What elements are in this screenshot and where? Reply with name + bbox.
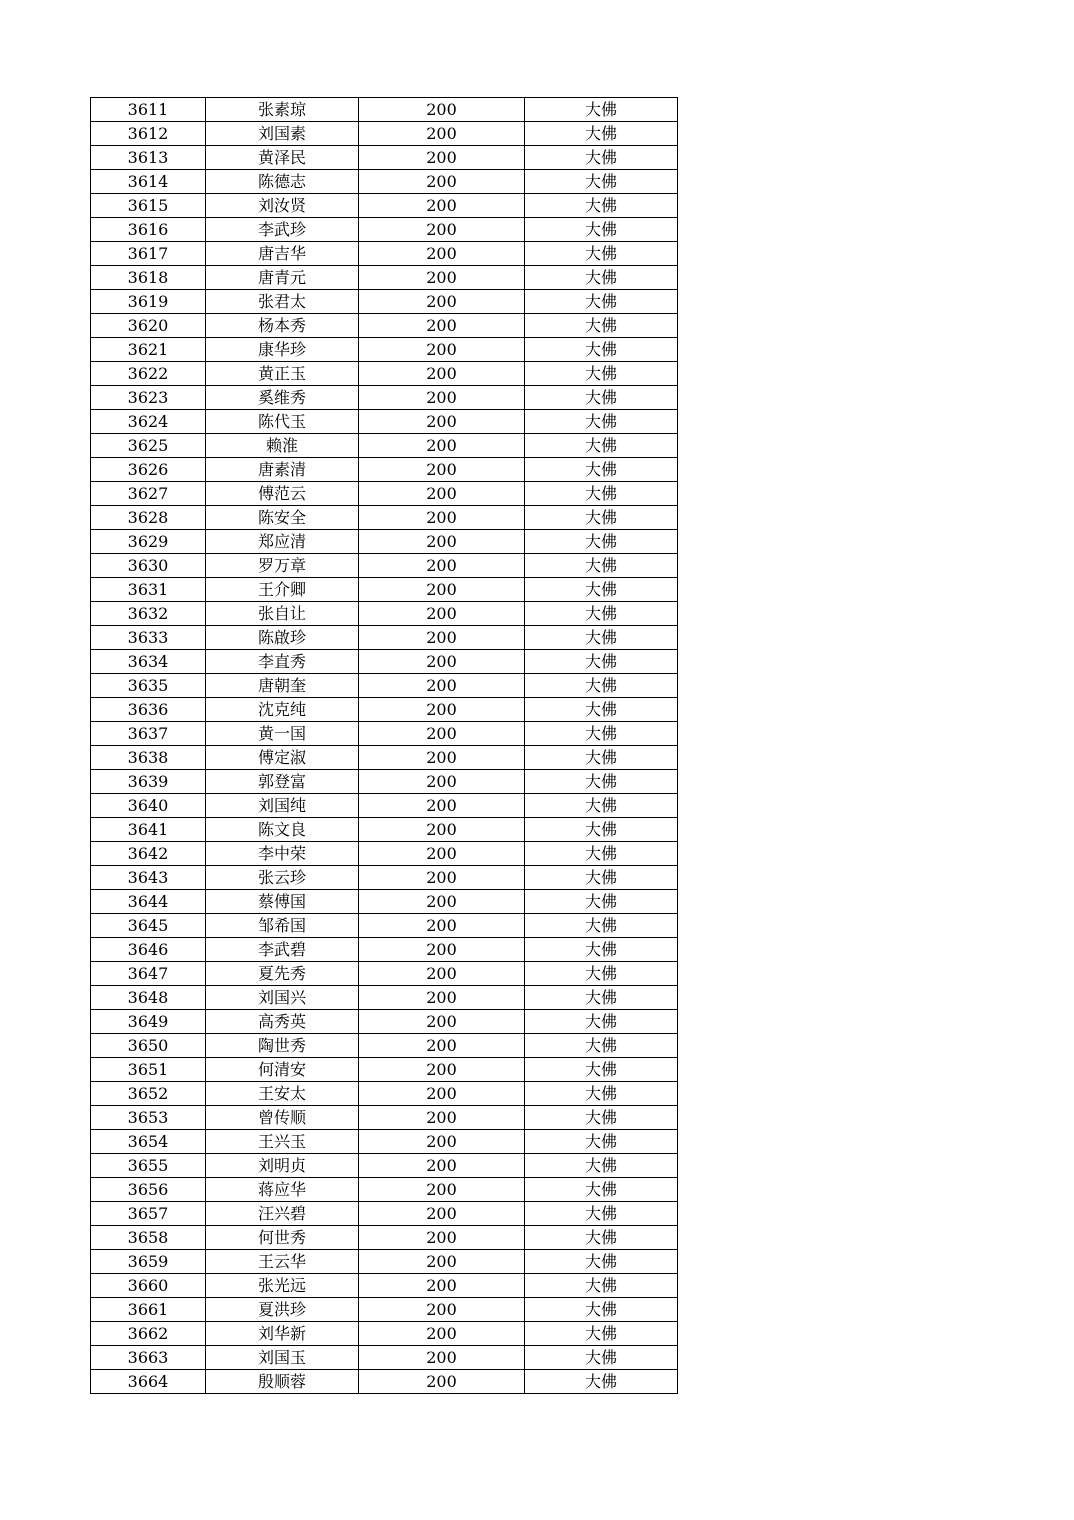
cell-name: 刘汝贤 bbox=[206, 194, 359, 218]
cell-amount: 200 bbox=[359, 1250, 525, 1274]
table-row bbox=[91, 482, 678, 506]
cell-name: 唐素清 bbox=[206, 458, 359, 482]
cell-place: 大佛 bbox=[525, 746, 678, 770]
cell-id: 3638 bbox=[91, 746, 206, 770]
cell-place: 大佛 bbox=[525, 1010, 678, 1034]
cell-place: 大佛 bbox=[525, 1370, 678, 1394]
cell-amount: 200 bbox=[359, 1202, 525, 1226]
cell-amount: 200 bbox=[359, 194, 525, 218]
table-row bbox=[91, 506, 678, 530]
cell-amount: 200 bbox=[359, 1370, 525, 1394]
table-row bbox=[91, 1346, 678, 1370]
table-row bbox=[91, 1298, 678, 1322]
cell-place: 大佛 bbox=[525, 1298, 678, 1322]
table-row bbox=[91, 122, 678, 146]
cell-name: 何清安 bbox=[206, 1058, 359, 1082]
cell-amount: 200 bbox=[359, 698, 525, 722]
table-row bbox=[91, 1226, 678, 1250]
cell-amount: 200 bbox=[359, 98, 525, 122]
spreadsheet-page bbox=[90, 97, 678, 1394]
table-row bbox=[91, 194, 678, 218]
cell-place: 大佛 bbox=[525, 1178, 678, 1202]
cell-id: 3646 bbox=[91, 938, 206, 962]
cell-place: 大佛 bbox=[525, 1034, 678, 1058]
cell-amount: 200 bbox=[359, 1178, 525, 1202]
table-row bbox=[91, 242, 678, 266]
cell-place: 大佛 bbox=[525, 1274, 678, 1298]
cell-amount: 200 bbox=[359, 170, 525, 194]
cell-id: 3658 bbox=[91, 1226, 206, 1250]
cell-place: 大佛 bbox=[525, 818, 678, 842]
cell-name: 王云华 bbox=[206, 1250, 359, 1274]
cell-place: 大佛 bbox=[525, 602, 678, 626]
cell-name: 唐青元 bbox=[206, 266, 359, 290]
cell-name: 何世秀 bbox=[206, 1226, 359, 1250]
cell-amount: 200 bbox=[359, 506, 525, 530]
cell-id: 3663 bbox=[91, 1346, 206, 1370]
cell-place: 大佛 bbox=[525, 794, 678, 818]
cell-id: 3613 bbox=[91, 146, 206, 170]
table-row bbox=[91, 1370, 678, 1394]
cell-place: 大佛 bbox=[525, 98, 678, 122]
cell-name: 张素琼 bbox=[206, 98, 359, 122]
cell-id: 3641 bbox=[91, 818, 206, 842]
cell-place: 大佛 bbox=[525, 722, 678, 746]
cell-id: 3643 bbox=[91, 866, 206, 890]
cell-id: 3618 bbox=[91, 266, 206, 290]
cell-place: 大佛 bbox=[525, 530, 678, 554]
cell-id: 3657 bbox=[91, 1202, 206, 1226]
cell-place: 大佛 bbox=[525, 410, 678, 434]
cell-name: 陈安全 bbox=[206, 506, 359, 530]
cell-id: 3639 bbox=[91, 770, 206, 794]
cell-place: 大佛 bbox=[525, 482, 678, 506]
cell-id: 3659 bbox=[91, 1250, 206, 1274]
table-row bbox=[91, 146, 678, 170]
cell-amount: 200 bbox=[359, 602, 525, 626]
cell-id: 3634 bbox=[91, 650, 206, 674]
cell-id: 3632 bbox=[91, 602, 206, 626]
cell-id: 3624 bbox=[91, 410, 206, 434]
cell-place: 大佛 bbox=[525, 362, 678, 386]
cell-name: 张自让 bbox=[206, 602, 359, 626]
cell-amount: 200 bbox=[359, 1346, 525, 1370]
cell-name: 蒋应华 bbox=[206, 1178, 359, 1202]
cell-name: 沈克纯 bbox=[206, 698, 359, 722]
cell-amount: 200 bbox=[359, 482, 525, 506]
cell-amount: 200 bbox=[359, 146, 525, 170]
cell-name: 刘国玉 bbox=[206, 1346, 359, 1370]
cell-place: 大佛 bbox=[525, 866, 678, 890]
cell-name: 陈德志 bbox=[206, 170, 359, 194]
cell-name: 曾传顺 bbox=[206, 1106, 359, 1130]
table-row bbox=[91, 1154, 678, 1178]
cell-amount: 200 bbox=[359, 386, 525, 410]
cell-name: 王安太 bbox=[206, 1082, 359, 1106]
cell-name: 李武碧 bbox=[206, 938, 359, 962]
cell-place: 大佛 bbox=[525, 914, 678, 938]
table-row bbox=[91, 386, 678, 410]
cell-place: 大佛 bbox=[525, 1154, 678, 1178]
cell-id: 3625 bbox=[91, 434, 206, 458]
cell-amount: 200 bbox=[359, 1106, 525, 1130]
cell-amount: 200 bbox=[359, 266, 525, 290]
cell-place: 大佛 bbox=[525, 122, 678, 146]
cell-amount: 200 bbox=[359, 674, 525, 698]
cell-name: 唐吉华 bbox=[206, 242, 359, 266]
cell-place: 大佛 bbox=[525, 1202, 678, 1226]
cell-place: 大佛 bbox=[525, 1226, 678, 1250]
cell-place: 大佛 bbox=[525, 290, 678, 314]
cell-name: 郭登富 bbox=[206, 770, 359, 794]
cell-id: 3650 bbox=[91, 1034, 206, 1058]
table-row bbox=[91, 842, 678, 866]
cell-name: 王兴玉 bbox=[206, 1130, 359, 1154]
cell-id: 3616 bbox=[91, 218, 206, 242]
roster-table bbox=[90, 97, 678, 1394]
cell-id: 3620 bbox=[91, 314, 206, 338]
cell-amount: 200 bbox=[359, 338, 525, 362]
table-row bbox=[91, 746, 678, 770]
cell-amount: 200 bbox=[359, 314, 525, 338]
cell-id: 3662 bbox=[91, 1322, 206, 1346]
cell-id: 3664 bbox=[91, 1370, 206, 1394]
cell-place: 大佛 bbox=[525, 1058, 678, 1082]
table-row bbox=[91, 530, 678, 554]
cell-id: 3629 bbox=[91, 530, 206, 554]
cell-id: 3628 bbox=[91, 506, 206, 530]
table-row bbox=[91, 1058, 678, 1082]
cell-name: 杨本秀 bbox=[206, 314, 359, 338]
cell-place: 大佛 bbox=[525, 770, 678, 794]
cell-id: 3649 bbox=[91, 1010, 206, 1034]
cell-amount: 200 bbox=[359, 1274, 525, 1298]
cell-place: 大佛 bbox=[525, 674, 678, 698]
cell-amount: 200 bbox=[359, 1058, 525, 1082]
cell-name: 罗万章 bbox=[206, 554, 359, 578]
cell-id: 3644 bbox=[91, 890, 206, 914]
cell-name: 黄一国 bbox=[206, 722, 359, 746]
cell-place: 大佛 bbox=[525, 1082, 678, 1106]
cell-place: 大佛 bbox=[525, 1250, 678, 1274]
table-row bbox=[91, 314, 678, 338]
cell-place: 大佛 bbox=[525, 962, 678, 986]
cell-place: 大佛 bbox=[525, 1346, 678, 1370]
table-row bbox=[91, 722, 678, 746]
cell-id: 3617 bbox=[91, 242, 206, 266]
table-row bbox=[91, 458, 678, 482]
table-row bbox=[91, 1130, 678, 1154]
cell-id: 3619 bbox=[91, 290, 206, 314]
table-row bbox=[91, 1178, 678, 1202]
table-row bbox=[91, 626, 678, 650]
table-row bbox=[91, 674, 678, 698]
cell-name: 康华珍 bbox=[206, 338, 359, 362]
cell-amount: 200 bbox=[359, 842, 525, 866]
cell-name: 张君太 bbox=[206, 290, 359, 314]
cell-name: 黄泽民 bbox=[206, 146, 359, 170]
table-row bbox=[91, 602, 678, 626]
cell-name: 陶世秀 bbox=[206, 1034, 359, 1058]
cell-name: 夏先秀 bbox=[206, 962, 359, 986]
cell-id: 3626 bbox=[91, 458, 206, 482]
cell-id: 3615 bbox=[91, 194, 206, 218]
cell-place: 大佛 bbox=[525, 554, 678, 578]
table-row bbox=[91, 1082, 678, 1106]
cell-name: 李中荣 bbox=[206, 842, 359, 866]
cell-amount: 200 bbox=[359, 794, 525, 818]
cell-id: 3640 bbox=[91, 794, 206, 818]
cell-name: 汪兴碧 bbox=[206, 1202, 359, 1226]
cell-amount: 200 bbox=[359, 434, 525, 458]
cell-name: 邹希国 bbox=[206, 914, 359, 938]
roster-table-body bbox=[91, 98, 678, 1394]
cell-amount: 200 bbox=[359, 626, 525, 650]
cell-name: 高秀英 bbox=[206, 1010, 359, 1034]
cell-id: 3647 bbox=[91, 962, 206, 986]
cell-name: 刘国素 bbox=[206, 122, 359, 146]
cell-id: 3633 bbox=[91, 626, 206, 650]
cell-place: 大佛 bbox=[525, 266, 678, 290]
cell-id: 3622 bbox=[91, 362, 206, 386]
cell-name: 黄正玉 bbox=[206, 362, 359, 386]
cell-name: 奚维秀 bbox=[206, 386, 359, 410]
cell-place: 大佛 bbox=[525, 698, 678, 722]
cell-amount: 200 bbox=[359, 242, 525, 266]
table-row bbox=[91, 794, 678, 818]
table-row bbox=[91, 434, 678, 458]
cell-place: 大佛 bbox=[525, 1322, 678, 1346]
table-row bbox=[91, 290, 678, 314]
table-row bbox=[91, 914, 678, 938]
cell-id: 3653 bbox=[91, 1106, 206, 1130]
cell-amount: 200 bbox=[359, 530, 525, 554]
cell-id: 3651 bbox=[91, 1058, 206, 1082]
cell-id: 3631 bbox=[91, 578, 206, 602]
cell-name: 李直秀 bbox=[206, 650, 359, 674]
cell-place: 大佛 bbox=[525, 194, 678, 218]
cell-amount: 200 bbox=[359, 890, 525, 914]
cell-name: 刘明贞 bbox=[206, 1154, 359, 1178]
table-row bbox=[91, 1202, 678, 1226]
cell-id: 3661 bbox=[91, 1298, 206, 1322]
cell-amount: 200 bbox=[359, 1298, 525, 1322]
cell-amount: 200 bbox=[359, 218, 525, 242]
cell-name: 刘国纯 bbox=[206, 794, 359, 818]
cell-place: 大佛 bbox=[525, 338, 678, 362]
cell-amount: 200 bbox=[359, 650, 525, 674]
table-row bbox=[91, 410, 678, 434]
table-row bbox=[91, 362, 678, 386]
cell-place: 大佛 bbox=[525, 218, 678, 242]
cell-amount: 200 bbox=[359, 1130, 525, 1154]
cell-amount: 200 bbox=[359, 770, 525, 794]
cell-amount: 200 bbox=[359, 746, 525, 770]
cell-name: 张云珍 bbox=[206, 866, 359, 890]
cell-place: 大佛 bbox=[525, 170, 678, 194]
table-row bbox=[91, 962, 678, 986]
table-row bbox=[91, 770, 678, 794]
cell-id: 3636 bbox=[91, 698, 206, 722]
cell-id: 3645 bbox=[91, 914, 206, 938]
cell-id: 3648 bbox=[91, 986, 206, 1010]
cell-place: 大佛 bbox=[525, 578, 678, 602]
cell-place: 大佛 bbox=[525, 434, 678, 458]
table-row bbox=[91, 818, 678, 842]
cell-id: 3621 bbox=[91, 338, 206, 362]
cell-place: 大佛 bbox=[525, 842, 678, 866]
cell-name: 蔡傅国 bbox=[206, 890, 359, 914]
cell-place: 大佛 bbox=[525, 458, 678, 482]
table-row bbox=[91, 866, 678, 890]
cell-id: 3660 bbox=[91, 1274, 206, 1298]
table-row bbox=[91, 170, 678, 194]
cell-amount: 200 bbox=[359, 578, 525, 602]
cell-amount: 200 bbox=[359, 1226, 525, 1250]
table-row bbox=[91, 98, 678, 122]
cell-place: 大佛 bbox=[525, 986, 678, 1010]
cell-id: 3637 bbox=[91, 722, 206, 746]
cell-id: 3642 bbox=[91, 842, 206, 866]
cell-amount: 200 bbox=[359, 410, 525, 434]
cell-name: 殷顺蓉 bbox=[206, 1370, 359, 1394]
cell-id: 3623 bbox=[91, 386, 206, 410]
cell-place: 大佛 bbox=[525, 146, 678, 170]
table-row bbox=[91, 986, 678, 1010]
cell-amount: 200 bbox=[359, 1010, 525, 1034]
cell-id: 3655 bbox=[91, 1154, 206, 1178]
cell-place: 大佛 bbox=[525, 314, 678, 338]
cell-amount: 200 bbox=[359, 914, 525, 938]
cell-id: 3614 bbox=[91, 170, 206, 194]
cell-amount: 200 bbox=[359, 722, 525, 746]
table-row bbox=[91, 1034, 678, 1058]
cell-id: 3627 bbox=[91, 482, 206, 506]
table-row bbox=[91, 938, 678, 962]
cell-amount: 200 bbox=[359, 866, 525, 890]
table-row bbox=[91, 890, 678, 914]
table-row bbox=[91, 578, 678, 602]
cell-name: 傅定淑 bbox=[206, 746, 359, 770]
cell-id: 3630 bbox=[91, 554, 206, 578]
cell-place: 大佛 bbox=[525, 242, 678, 266]
cell-name: 李武珍 bbox=[206, 218, 359, 242]
table-row bbox=[91, 650, 678, 674]
cell-name: 刘华新 bbox=[206, 1322, 359, 1346]
cell-place: 大佛 bbox=[525, 650, 678, 674]
cell-amount: 200 bbox=[359, 938, 525, 962]
cell-amount: 200 bbox=[359, 1154, 525, 1178]
cell-name: 夏洪珍 bbox=[206, 1298, 359, 1322]
cell-amount: 200 bbox=[359, 458, 525, 482]
cell-name: 郑应清 bbox=[206, 530, 359, 554]
table-row bbox=[91, 218, 678, 242]
table-row bbox=[91, 698, 678, 722]
cell-id: 3612 bbox=[91, 122, 206, 146]
cell-amount: 200 bbox=[359, 122, 525, 146]
cell-name: 陈文良 bbox=[206, 818, 359, 842]
cell-amount: 200 bbox=[359, 290, 525, 314]
cell-id: 3635 bbox=[91, 674, 206, 698]
cell-place: 大佛 bbox=[525, 1130, 678, 1154]
cell-name: 陈代玉 bbox=[206, 410, 359, 434]
cell-name: 张光远 bbox=[206, 1274, 359, 1298]
cell-amount: 200 bbox=[359, 554, 525, 578]
cell-place: 大佛 bbox=[525, 1106, 678, 1130]
cell-name: 傅范云 bbox=[206, 482, 359, 506]
cell-id: 3656 bbox=[91, 1178, 206, 1202]
table-row bbox=[91, 1010, 678, 1034]
cell-place: 大佛 bbox=[525, 506, 678, 530]
cell-place: 大佛 bbox=[525, 938, 678, 962]
cell-name: 赖淮 bbox=[206, 434, 359, 458]
cell-name: 唐朝奎 bbox=[206, 674, 359, 698]
cell-place: 大佛 bbox=[525, 626, 678, 650]
cell-place: 大佛 bbox=[525, 890, 678, 914]
table-row bbox=[91, 266, 678, 290]
table-row bbox=[91, 1106, 678, 1130]
table-row bbox=[91, 1250, 678, 1274]
cell-amount: 200 bbox=[359, 986, 525, 1010]
cell-id: 3652 bbox=[91, 1082, 206, 1106]
cell-amount: 200 bbox=[359, 962, 525, 986]
table-row bbox=[91, 338, 678, 362]
table-row bbox=[91, 1274, 678, 1298]
cell-amount: 200 bbox=[359, 1322, 525, 1346]
cell-place: 大佛 bbox=[525, 386, 678, 410]
cell-amount: 200 bbox=[359, 1034, 525, 1058]
table-row bbox=[91, 1322, 678, 1346]
cell-id: 3611 bbox=[91, 98, 206, 122]
cell-name: 陈啟珍 bbox=[206, 626, 359, 650]
cell-name: 王介卿 bbox=[206, 578, 359, 602]
cell-amount: 200 bbox=[359, 818, 525, 842]
table-row bbox=[91, 554, 678, 578]
cell-id: 3654 bbox=[91, 1130, 206, 1154]
cell-amount: 200 bbox=[359, 362, 525, 386]
cell-amount: 200 bbox=[359, 1082, 525, 1106]
cell-name: 刘国兴 bbox=[206, 986, 359, 1010]
